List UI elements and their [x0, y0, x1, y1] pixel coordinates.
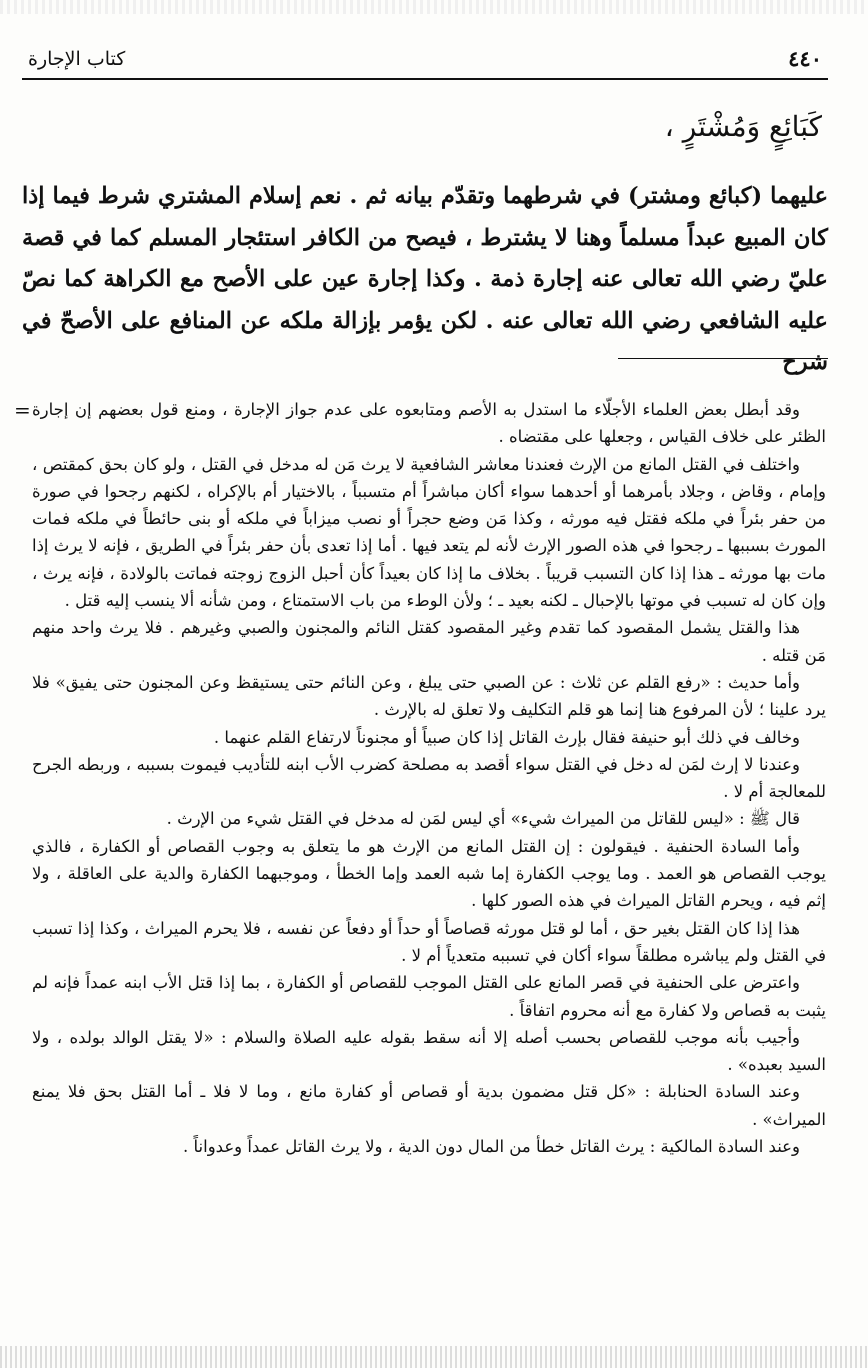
main-commentary	[22, 176, 828, 384]
footnote-paragraph: وقد أبطل بعض العلماء الأجلّاء ما استدل به الأصم ومتابعوه على عدم جواز الإجارة ، ومنع قول بعضهم إن إجارة الظئر على خلاف القياس ، وجعلها على مقتضاه .	[32, 400, 826, 447]
page-header	[22, 44, 828, 80]
footnote-paragraph: قال ﷺ : «ليس للقاتل من الميراث شيء» أي ليس لمَن له مدخل في القتل شيء من الإرث .	[166, 809, 800, 829]
matn-phrase: كَبَائِعٍ وَمُشْتَرٍ ،	[664, 110, 822, 143]
footnote-paragraph: هذا إذا كان القتل بغير حق ، أما لو قتل مورثه قصاصاً أو حداً أو دفعاً عن نفسه ، فلا يحرم الميراث ، وكذا إذا تسبب في القتل ولم يباشره مطلقاً سواء أكان في تسببه متعدياً أم لا .	[32, 918, 826, 965]
running-title: كتاب الإجارة	[28, 48, 126, 70]
footnote-paragraph: وعند السادة الحنابلة : «كل قتل مضمون بدية أو قصاص أو كفارة مانع ، وما لا فلا ـ أما القتل بحق فلا يمنع الميراث» .	[32, 1082, 826, 1129]
book-page	[14, 0, 828, 1368]
footnote-paragraph: وخالف في ذلك أبو حنيفة فقال بإرث القاتل إذا كان صبياً أو مجنوناً لارتفاع القلم عنهما .	[213, 727, 800, 747]
footnotes	[32, 396, 826, 1160]
footnote-paragraph: واعترض على الحنفية في قصر المانع على القتل الموجب للقصاص أو الكفارة ، بما إذا قتل الأب ابنه عمداً فإنه لم يثبت به قصاص ولا كفارة مع أنه محروم اتفاقاً .	[32, 973, 826, 1020]
scan-noise-bottom	[0, 1346, 868, 1368]
footnote-paragraph: وأما السادة الحنفية . فيقولون : إن القتل المانع من الإرث هو ما يتعلق به وجوب القصاص أو الكفارة ، فالذي يوجب القصاص هو العمد . وما يوجب الكفارة إما شبه العمد وإما الخطأ ، وموجبهما الكفارة والدية على العاقلة ، ولا إثم فيه ، ويحرم القاتل الميراث في هذه الصور كلها .	[32, 836, 826, 911]
continuation-mark: =	[14, 398, 31, 422]
footnote-paragraph: وعندنا لا إرث لمَن له دخل في القتل سواء أقصد به مصلحة كضرب الأب ابنه للتأديب فيموت بسببه ، وربطه الجرح للمعالجة أم لا .	[32, 754, 826, 802]
footnote-paragraph: واختلف في القتل المانع من الإرث فعندنا معاشر الشافعية لا يرث مَن له مدخل في القتل ، ولو كان بحق كمقتص ، وإمام ، وقاض ، وجلاد بأمرهما أو أحدهما سواء أكان مباشراً أم متسبباً ، بالاختيار أم بالإكراه ، لكنهم رجحوا في صورة من حفر بئراً في ملكه فقتل فيه مورثه ، وكذا مَن وضع حجراً أو نصب ميزاباً في ملكه أو بنى حائطاً في ملكه فمات المورث بسببها ـ رجحوا في هذه الصور الإرث لأنه لم يتعد فيها . أما إذا تعدى بأن حفر بئراً في الطريق ، فإنه لا يرث إذا مات بها مورثه ـ هذا إذا كان التسبب قريباً . بخلاف ما إذا كان بعيداً كأن أحبل الزوج زوجته فماتت بالولادة ، فإنه يرث ، وإن كان له تسبب في موتها بالإحبال ـ لكنه بعيد ـ ؛ ولأن الوطء من باب الاستمتاع ، ومن شأنه ألا ينسب إليه قتل .	[32, 454, 826, 611]
footnote-paragraph: وأما حديث : «رفع القلم عن ثلاث : عن الصبي حتى يبلغ ، وعن النائم حتى يستيقظ وعن المجنون حتى يفيق» فلا يرد علينا ؛ لأن المرفوع هنا إنما هو قلم التكليف ولا تعلق له بالإرث .	[32, 672, 826, 720]
footnote-paragraph: وأجيب بأنه موجب للقصاص بحسب أصله إلا أنه سقط بقوله عليه الصلاة والسلام : «لا يقتل الوالد بولده ، ولا السيد بعبده» .	[32, 1027, 826, 1075]
footnote-paragraph: هذا والقتل يشمل المقصود كما تقدم وغير المقصود كقتل النائم والمجنون والصبي وغيرهم . فلا يرث واحد منهم مَن قتله .	[32, 618, 826, 665]
footnote-paragraph: وعند السادة المالكية : يرث القاتل خطأ من المال دون الدية ، ولا يرث القاتل عمداً وعدواناً .	[183, 1137, 800, 1157]
page-number: ٤٤٠	[788, 46, 822, 71]
footnote-separator	[618, 358, 828, 359]
main-paragraph: عليهما (كبائع ومشتر) في شرطهما وتقدّم بيانه ثم . نعم إسلام المشتري شرط فيما إذا كان المبيع عبداً مسلماً وهنا لا يشترط ، فيصح من الكافر استئجار المسلم كما في قصة عليّ رضي الله تعالى عنه إجارة ذمة . وكذا إجارة عين على الأصح مع الكراهة كما نصّ عليه الشافعي رضي الله تعالى عنه . لكن يؤمر بإزالة ملكه عن المنافع على الأصحّ في شرح	[22, 183, 828, 375]
